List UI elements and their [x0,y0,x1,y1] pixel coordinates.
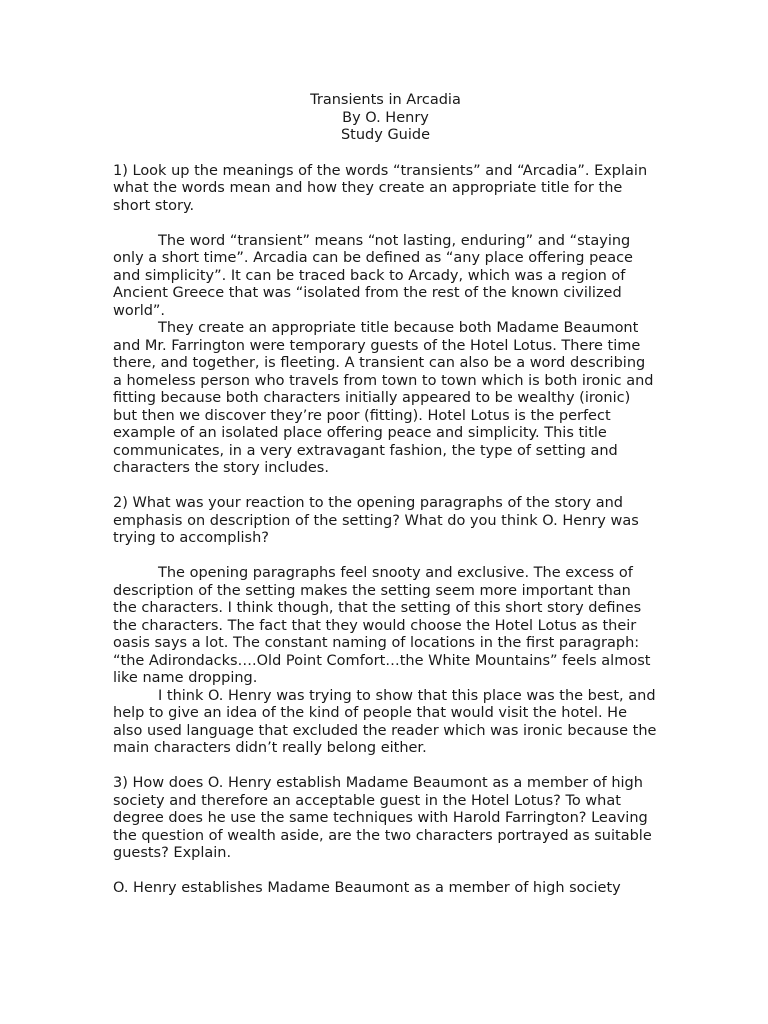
question-1: 1) Look up the meanings of the words “transients” and “Arcadia”. Explain what the words mean and how they create an appropriate title for the short story. [113,162,648,214]
answer-2-paragraph-2: I think O. Henry was trying to show that this place was the best, and help to give an idea of the kind of people that would visit the hotel. He also used language that excluded the reader which was ironic because the main characters didn’t really belong either. [113,687,657,756]
question-2: 2) What was your reaction to the opening paragraphs of the story and emphasis on description of the setting? What do you think O. Henry was trying to accomplish? [113,495,639,546]
question-3: 3) How does O. Henry establish Madame Beaumont as a member of high society and therefore an acceptable guest in the Hotel Lotus? To what degree does he use the same techniques with Harold Farrington? Leaving the question of wealth aside, are the two characters portrayed as suitable guests? Explain. [113,775,652,861]
answer-group-1 [113,233,658,478]
document-subtitle: Study Guide [340,127,431,143]
answer-3-paragraph-1: O. Henry establishes Madame Beaumont as a member of high society [113,880,621,896]
answer-1-paragraph-1: The word “transient” means “not lasting, enduring” and “staying only a short time”. Arcadia can be defined as “any place offering peace and simplicity”. It can be traced back to Arcady, which was a region of Ancient Greece that was “isolated from the rest of the known civilized world”. [113,232,633,319]
document-page [113,92,658,898]
document-title: Transients in Arcadia [310,92,461,108]
title-block [113,92,658,145]
answer-group-2 [113,565,658,758]
document-author: By O. Henry [342,109,429,126]
answer-1-paragraph-2: They create an appropriate title because both Madame Beaumont and Mr. Farrington were temporary guests of the Hotel Lotus. There time there, and together, is fleeting. A transient can also be a word describing a homeless person who travels from town to town which is both ironic and fitting because both characters initially appeared to be wealthy (ironic) but then we discover they’re poor (fitting). Hotel Lotus is the perfect example of an isolated place offering peace and simplicity. This title communicates, in a very extravagant fashion, the type of setting and characters the story includes. [113,320,654,476]
answer-2-paragraph-1: The opening paragraphs feel snooty and exclusive. The excess of description of the setting makes the setting seem more important than the characters. I think though, that the setting of this short story defines the characters. The fact that they would choose the Hotel Lotus as their oasis says a lot. The constant naming of locations in the first paragraph: “the Adirondacks….Old Point Comfort…the White Mountains” feels almost like name dropping. [113,565,651,686]
